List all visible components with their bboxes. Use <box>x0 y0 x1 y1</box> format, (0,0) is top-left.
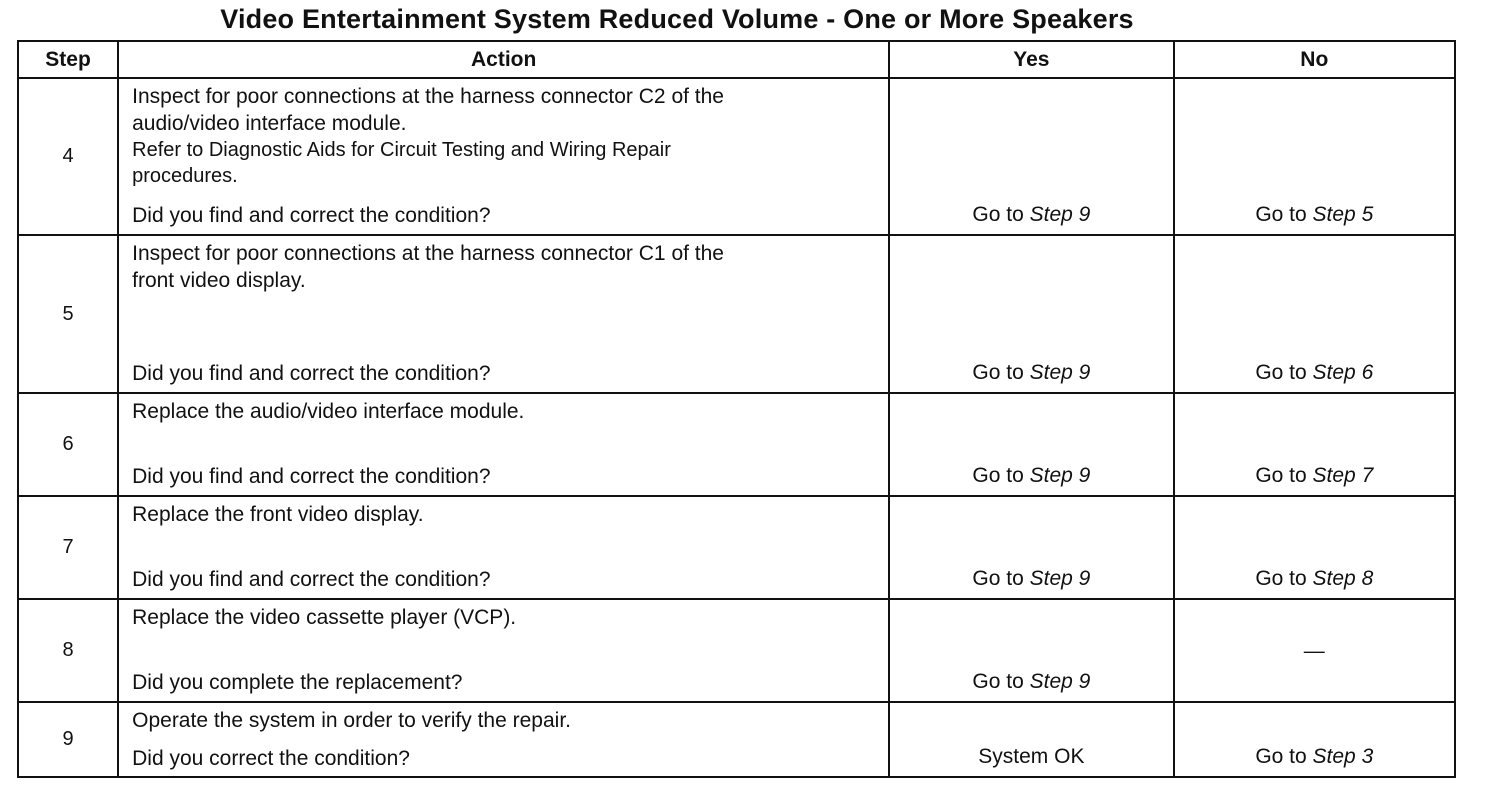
table-row <box>18 78 1455 235</box>
step-number: 5 <box>18 235 118 393</box>
header-action: Action <box>118 41 889 78</box>
instruction-line: Operate the system in order to verify the repair. <box>132 709 571 732</box>
question: Did you correct the condition? <box>132 747 410 770</box>
instruction-line: front video display. <box>132 269 306 292</box>
header-yes: Yes <box>889 41 1173 78</box>
yes-result: Go to Step 9 <box>972 567 1091 590</box>
question: Did you find and correct the condition? <box>132 362 491 385</box>
instruction-line: Replace the audio/video interface module. <box>132 400 525 423</box>
no-cell <box>1174 702 1455 777</box>
step-number: 7 <box>18 496 118 599</box>
action-cell <box>118 235 889 393</box>
action-cell <box>118 599 889 702</box>
instruction-line: Replace the video cassette player (VCP). <box>132 606 517 629</box>
action-cell <box>118 78 889 235</box>
action-cell <box>118 393 889 496</box>
yes-result: Go to Step 9 <box>972 203 1091 226</box>
question: Did you complete the replacement? <box>132 671 463 694</box>
no-result: Go to Step 6 <box>1255 361 1374 384</box>
no-cell <box>1174 393 1455 496</box>
yes-result: Go to Step 9 <box>972 361 1091 384</box>
instruction-line: Inspect for poor connections at the harness connector C2 of the <box>132 85 724 108</box>
yes-cell <box>889 702 1173 777</box>
no-result: Go to Step 7 <box>1255 464 1374 487</box>
table-row <box>18 235 1455 393</box>
step-number: 4 <box>18 78 118 235</box>
instruction-line: Inspect for poor connections at the harness connector C1 of the <box>132 242 724 265</box>
no-result-dash: — <box>1303 639 1325 662</box>
yes-result: System OK <box>978 745 1085 768</box>
question: Did you find and correct the condition? <box>132 465 491 488</box>
no-result: Go to Step 5 <box>1255 203 1374 226</box>
step-number: 8 <box>18 599 118 702</box>
step-number: 6 <box>18 393 118 496</box>
yes-cell <box>889 78 1173 235</box>
question: Did you find and correct the condition? <box>132 204 491 227</box>
no-cell <box>1174 496 1455 599</box>
instruction-line: Replace the front video display. <box>132 503 424 526</box>
reference-line: procedures. <box>132 165 238 187</box>
table-row <box>18 393 1455 496</box>
header-no: No <box>1174 41 1455 78</box>
page-title: Video Entertainment System Reduced Volume - One or More Speakers <box>220 4 1134 34</box>
yes-result: Go to Step 9 <box>972 670 1091 693</box>
action-cell <box>118 496 889 599</box>
yes-cell <box>889 393 1173 496</box>
question: Did you find and correct the condition? <box>132 568 491 591</box>
header-step: Step <box>18 41 118 78</box>
table-row <box>18 702 1455 777</box>
table-header-row <box>18 41 1455 78</box>
yes-cell <box>889 235 1173 393</box>
diagnostic-table <box>17 40 1456 778</box>
no-cell <box>1174 235 1455 393</box>
reference-line: Refer to Diagnostic Aids for Circuit Testing and Wiring Repair <box>132 139 671 161</box>
yes-cell <box>889 599 1173 702</box>
no-result: Go to Step 8 <box>1255 567 1374 590</box>
no-cell <box>1174 599 1455 702</box>
table-row <box>18 496 1455 599</box>
yes-result: Go to Step 9 <box>972 464 1091 487</box>
action-cell <box>118 702 889 777</box>
yes-cell <box>889 496 1173 599</box>
step-number: 9 <box>18 702 118 777</box>
table-row <box>18 599 1455 702</box>
instruction-line: audio/video interface module. <box>132 112 407 135</box>
no-cell <box>1174 78 1455 235</box>
no-result: Go to Step 3 <box>1255 745 1374 768</box>
